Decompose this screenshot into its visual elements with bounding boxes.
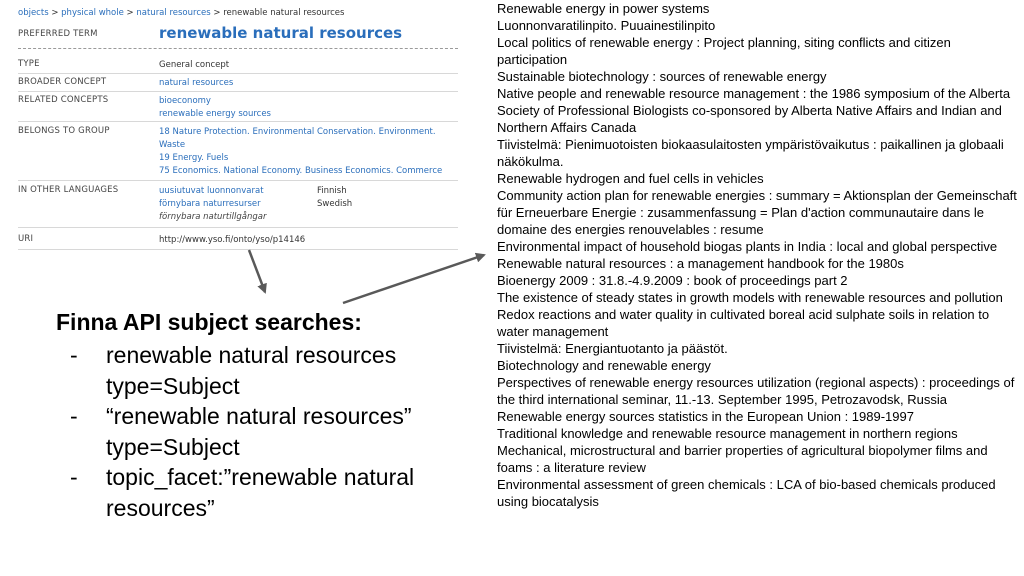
type-label: TYPE [18,59,40,69]
language-term: förnybara naturtillgångar [159,212,267,222]
search-query: “renewable natural resources” type=Subject [106,403,412,460]
search-item [56,401,476,462]
breadcrumb-link-physical-whole[interactable]: physical whole [61,8,124,18]
result-title: Environmental impact of household biogas plants in India : local and global perspective [497,239,998,254]
result-title: Renewable hydrogen and fuel cells in vehicles [497,171,764,186]
related-concepts-label: RELATED CONCEPTS [18,95,109,105]
language-term: uusiutuvat luonnonvarat [159,186,264,196]
breadcrumb-separator: > [213,8,221,18]
group-link[interactable]: 75 Economics. National Economy. Business Economics. Commerce [159,166,443,176]
result-title: Renewable energy in power systems [497,1,710,16]
search-query: renewable natural resources type=Subject [106,342,397,399]
group-link[interactable]: 19 Energy. Fuels [159,153,229,163]
result-title: Perspectives of renewable energy resources utilization (regional aspects) : proceedings of the third international seminar, 11.-13. September 1995, Petrozavodsk, Russia [497,375,1015,407]
result-title: Mechanical, microstructural and barrier properties of agricultural biopolymer films and foams : a literature review [497,443,988,475]
searches-title: Finna API subject searches: [56,309,362,335]
result-title: Traditional knowledge and renewable resource management in northern regions [497,426,958,441]
breadcrumb-current: renewable natural resources [223,8,345,18]
language-name: Finnish [317,186,347,196]
arrow-right-icon [343,255,484,303]
results-list [497,0,1017,510]
group-link[interactable]: 18 Nature Protection. Environmental Conservation. Environment. Waste [159,127,436,150]
result-title: Bioenergy 2009 : 31.8.-4.9.2009 : book of proceedings part 2 [497,273,848,288]
searches-list [56,340,476,523]
broader-concept-link[interactable]: natural resources [159,78,234,88]
result-title: Sustainable biotechnology : sources of renewable energy [497,69,827,84]
result-title: Community action plan for renewable energies : summary = Aktionsplan der Gemeinschaft für Erneuerbare Energie : zusammenfassung = Plan d'action communautaire dans le domaine des energies renouvelables : resume [497,188,1017,237]
result-title: The existence of steady states in growth models with renewable resources and pollution [497,290,1003,305]
group-label: BELONGS TO GROUP [18,126,110,136]
result-title: Native people and renewable resource management : the 1986 symposium of the Alberta Society of Professional Biologists co-sponsored by Alberta Native Affairs and Indian and Northern Affairs Canada [497,86,1011,135]
uri-label: URI [18,234,34,244]
arrow-down-icon [249,250,265,292]
language-name: Swedish [317,199,353,209]
result-title: Tiivistelmä: Pienimuotoisten biokaasulaitosten ympäristövaikutus : paikallinen ja globaali näkökulma. [497,137,1004,169]
related-concept-link[interactable]: bioeconomy [159,96,211,106]
preferred-term-value: renewable natural resources [159,24,403,42]
search-item [56,340,476,401]
broader-concept-label: BROADER CONCEPT [18,77,107,87]
language-term: förnybara naturresurser [159,199,261,209]
breadcrumb-link-natural-resources[interactable]: natural resources [136,8,211,18]
search-item [56,462,476,523]
breadcrumb-separator: > [51,8,59,18]
bullet: - [70,403,78,429]
breadcrumb-separator: > [126,8,134,18]
other-languages-label: IN OTHER LANGUAGES [18,185,119,195]
result-title: Tiivistelmä: Energiantuotanto ja päästöt. [497,341,728,356]
result-title: Redox reactions and water quality in cultivated boreal acid sulphate soils in relation to water management [497,307,990,339]
search-query: topic_facet:”renewable natural resources” [106,464,415,521]
result-title: Luonnonvaratilinpito. Puuainestilinpito [497,18,716,33]
breadcrumb-link-objects[interactable]: objects [18,8,49,18]
subject-searches [56,309,476,523]
result-title: Renewable natural resources : a management handbook for the 1980s [497,256,904,271]
bullet: - [70,464,78,490]
result-title: Local politics of renewable energy : Project planning, siting conflicts and citizen participation [497,35,951,67]
result-title: Renewable energy sources statistics in the European Union : 1989-1997 [497,409,914,424]
result-title: Biotechnology and renewable energy [497,358,711,373]
uri-value: http://www.yso.fi/onto/yso/p14146 [159,235,306,245]
result-title: Environmental assessment of green chemicals : LCA of bio-based chemicals produced using biocatalysis [497,477,996,509]
type-value: General concept [159,60,230,70]
related-concept-link[interactable]: renewable energy sources [159,109,271,119]
bullet: - [70,342,78,368]
preferred-term-label: PREFERRED TERM [18,29,98,39]
